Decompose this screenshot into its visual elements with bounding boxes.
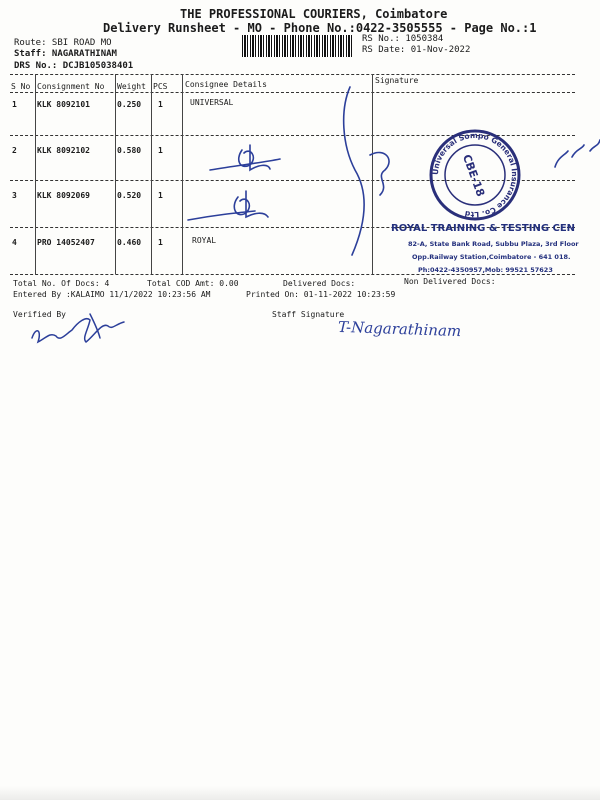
verified-by-signature — [28, 308, 138, 354]
signature-stroke — [188, 211, 255, 220]
signature-stroke — [344, 87, 365, 255]
runsheet-title: Delivery Runsheet - MO - Phone No.:0422-3505555 - Page No.:1 — [103, 21, 537, 35]
drs-label: DRS No.: DCJB105038401 — [14, 61, 134, 71]
signature-stroke — [555, 140, 600, 167]
row-pcs: 1 — [158, 100, 163, 109]
row-sno: 2 — [12, 146, 17, 155]
royal-stamp-phone: Ph:0422-4350957,Mob: 99521 57623 — [418, 266, 553, 274]
column-line — [35, 74, 36, 274]
total-cod: Total COD Amt: 0.00 — [147, 279, 239, 288]
row-sno: 1 — [12, 100, 17, 109]
printed-on: Printed On: 01-11-2022 10:23:59 — [246, 290, 396, 299]
column-line — [115, 74, 116, 274]
row-sno: 3 — [12, 191, 17, 200]
company-title: THE PROFESSIONAL COURIERS, Coimbatore — [180, 7, 448, 21]
staff-handwritten-signature: T-Nagarathinam — [337, 317, 462, 341]
non-delivered-docs: Non Delivered Docs: — [404, 277, 496, 286]
royal-stamp-address2: Opp.Railway Station,Coimbatore - 641 018. — [412, 253, 571, 261]
row-consignee: ROYAL — [192, 236, 217, 245]
barcode — [242, 35, 352, 57]
stamp-center-text: CBE-18 — [459, 152, 488, 199]
total-docs: Total No. Of Docs: 4 — [13, 279, 110, 288]
row-consignment: KLK 8092069 — [37, 191, 90, 200]
table-top-rule — [10, 74, 575, 75]
verified-by-label: Verified By — [13, 310, 66, 319]
row-sno: 4 — [12, 238, 17, 247]
col-header-signature: Signature — [375, 76, 419, 85]
stamp-ring-text: Universal Sompo General Insurance Co. Ltd — [430, 130, 520, 220]
row-weight: 0.580 — [117, 146, 142, 155]
row-consignment: KLK 8092102 — [37, 146, 90, 155]
row-pcs: 1 — [158, 238, 163, 247]
insurance-round-stamp — [425, 125, 525, 225]
row-weight: 0.460 — [117, 238, 142, 247]
col-header-consignee: Consignee Details — [185, 80, 267, 89]
entered-by: Entered By :KALAIMO 11/1/2022 10:23:56 AM — [13, 290, 211, 299]
route-label: Route: SBI ROAD MO — [14, 38, 112, 48]
col-header-consignment: Consignment No — [37, 82, 105, 91]
delivered-docs: Delivered Docs: — [283, 279, 356, 288]
col-header-weight: Weight — [117, 82, 146, 91]
col-header-pcs: PCS — [153, 82, 168, 91]
row-pcs: 1 — [158, 191, 163, 200]
royal-stamp-name: ROYAL TRAINING & TESTING CEN — [391, 223, 576, 234]
row-consignment: KLK 8092101 — [37, 100, 90, 109]
scan-edge — [0, 786, 600, 800]
staff-label: Staff: NAGARATHINAM — [14, 49, 117, 59]
row-consignment: PRO 14052407 — [37, 238, 95, 247]
row-weight: 0.520 — [117, 191, 142, 200]
row-weight: 0.250 — [117, 100, 142, 109]
row-consignee: UNIVERSAL — [190, 98, 234, 107]
rs-date: RS Date: 01-Nov-2022 — [362, 45, 471, 55]
rs-number: RS No.: 1050384 — [362, 34, 444, 44]
royal-stamp-address1: 82-A, State Bank Road, Subbu Plaza, 3rd Floor — [408, 240, 579, 248]
signature-stroke — [370, 153, 389, 195]
row-pcs: 1 — [158, 146, 163, 155]
column-line — [151, 74, 152, 274]
staff-signature-label: Staff Signature — [272, 310, 345, 319]
col-header-sno: S No — [11, 82, 31, 91]
signature-stroke — [239, 145, 270, 170]
